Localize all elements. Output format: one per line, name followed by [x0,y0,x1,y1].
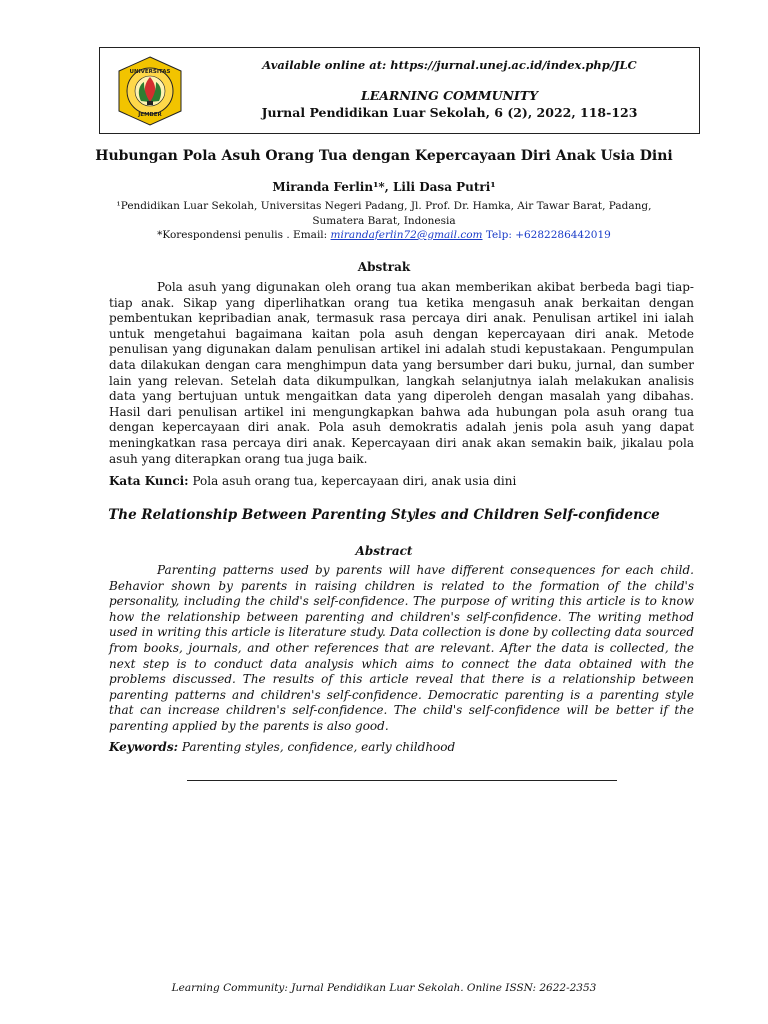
abstrak-text: Pola asuh yang digunakan oleh orang tua akan memberikan akibat berbeda bagi tiap-tiap anak. Sikap yang diperlihatkan orang tua ketika mengasuh anak berkaitan dengan pembentukan kepribadian anak, termasuk rasa percaya diri anak. Penulisan artikel ini ialah untuk mengetahui bagaimana kaitan pola asuh dengan kepercayaan diri anak. Metode penulisan yang digunakan dalam penulisan artikel ini adalah studi kepustakaan. Pengumpulan data dilakukan dengan cara menghimpun data yang bersumber dari buku, jurnal, dan sumber lain yang relevan. Setelah data dikumpulkan, langkah selanjutnya ialah melakukan analisis data yang bertujuan untuk mengaitkan data yang diperoleh dengan masalah yang dibahas. Hasil dari penulisan artikel ini mengungkapkan bahwa ada hubungan pola asuh orang tua dengan kepercayaan diri anak. Pola asuh demokratis adalah jenis pola asuh yang dapat meningkatkan rasa percaya diri anak. Kepercayaan diri anak akan semakin baik, jikalau pola asuh yang diterapkan orang tua juga baik. [109,280,694,466]
paper-title: Hubungan Pola Asuh Orang Tua dengan Kepercayaan Diri Anak Usia Dini [95,148,673,164]
kata-kunci-label: Kata Kunci: [109,474,189,488]
journal-name: LEARNING COMMUNITY [360,88,539,103]
page-footer: Learning Community: Jurnal Pendidikan Luar Sekolah. Online ISSN: 2622-2353 [171,982,597,994]
abstract-text: Parenting patterns used by parents will have different consequences for each child. Behavior shown by parents in raising children is related to the formation of the child's personality, including the child's self-confidence. The purpose of writing this article is to know how the relationship between parenting and children's self-confidence. The writing method used in writing this article is literature study. Data collection is done by collecting data sourced from books, journals, and other references that are relevant. After the data is collected, the next step is to conduct data analysis which aims to connect the data obtained with the problems discussed. The results of this article reveal that there is a relationship between parenting patterns and children's self-confidence. Democratic parenting is a parenting style that can increase children's self-confidence. The child's self-confidence will be better if the parenting applied by the parents is also good. [109,563,694,733]
journal-header-box [99,47,700,134]
abstrak-heading: Abstrak [357,260,411,274]
paper-authors: Miranda Ferlin¹*, Lili Dasa Putri¹ [272,180,496,194]
affiliation-line-1: ¹Pendidikan Luar Sekolah, Universitas Negeri Padang, Jl. Prof. Dr. Hamka, Air Tawar Barat, Padang, [116,200,652,212]
correspondence [60,229,708,241]
correspondence-phone: Telp: +6282286442019 [482,229,611,241]
author-affiliation [100,199,668,229]
keywords [109,740,694,754]
available-online-text: Available online at: https://jurnal.unej.ac.id/index.php/JLC [262,58,637,72]
abstract-heading: Abstract [355,544,413,558]
english-title: The Relationship Between Parenting Styles and Children Self-confidence [108,507,660,523]
logo-text-bottom: JEMBER [138,112,162,118]
keywords-values: Parenting styles, confidence, early childhood [178,740,456,754]
divider-rule [187,780,617,781]
university-seal-icon [113,55,187,127]
correspondence-email-link[interactable]: mirandaferlin72@gmail.com [330,229,483,241]
kata-kunci-values: Pola asuh orang tua, kepercayaan diri, anak usia dini [188,474,517,488]
kata-kunci [109,474,694,488]
journal-issue: Jurnal Pendidikan Luar Sekolah, 6 (2), 2022, 118-123 [261,105,638,120]
affiliation-line-2: Sumatera Barat, Indonesia [312,215,456,227]
logo-text-top: UNIVERSITAS [129,69,171,75]
keywords-label: Keywords: [109,740,179,754]
correspondence-prefix: *Korespondensi penulis . Email: [157,229,331,241]
